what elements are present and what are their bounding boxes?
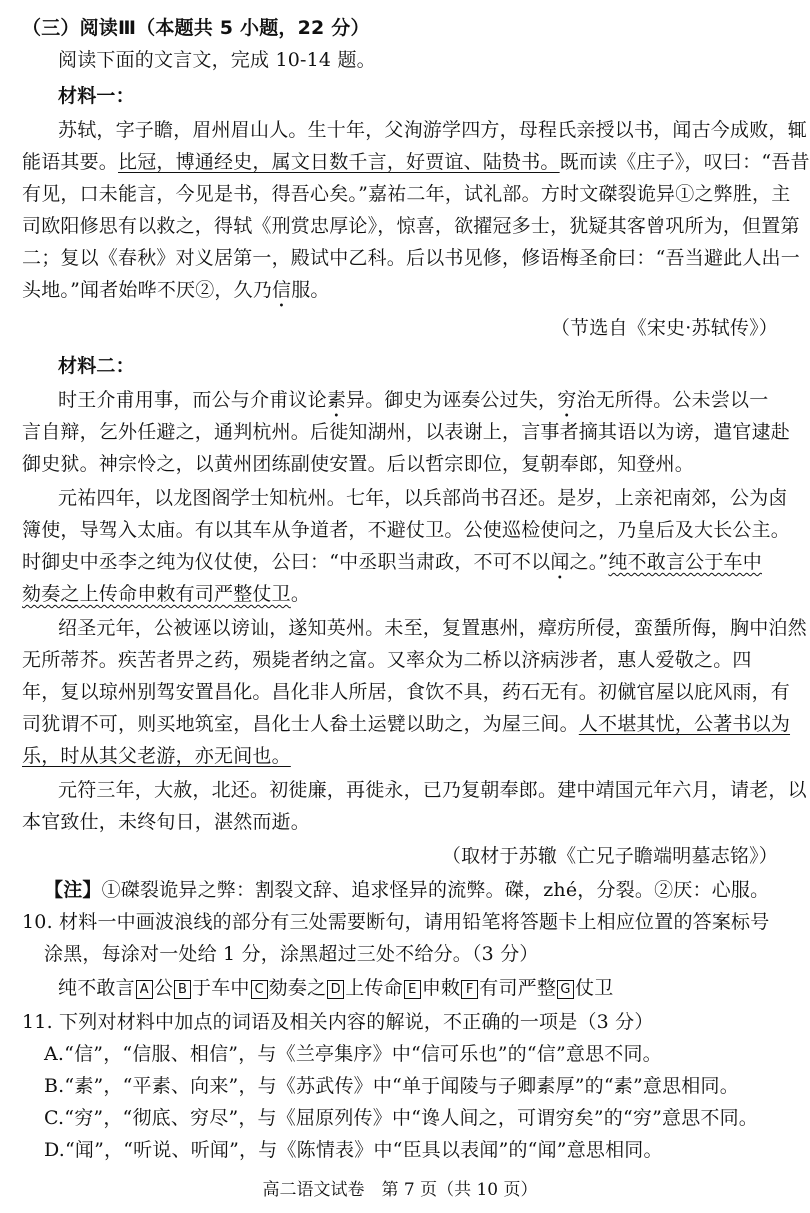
material2-line: [22, 710, 791, 738]
material1-line: [22, 148, 810, 176]
text-span: 服。: [291, 279, 330, 301]
material2-line: 无所蒂芥。疾苦者畀之药，殒毙者纳之富。又率众为二桥以济病涉者，惠人爱敬之。四: [22, 649, 752, 671]
material2-line: [22, 580, 782, 608]
dotted-word-xin: 信: [272, 279, 292, 301]
wavy-underlined-text: 劾奏之上传命申敕有司严整仗卫: [22, 583, 291, 605]
note: [44, 876, 782, 904]
material1-line: 有见，口未能言，今见是书，得吾心矣。”嘉祐二年，试礼部。方时文磔裂诡异①之弊胜，主: [22, 183, 791, 205]
wavy-underlined-text: 纯不敢言公于车中: [608, 551, 762, 573]
text-span: 时御史中丞李之纯为仪仗使，公曰：“中丞职当肃政，不可不以: [22, 551, 551, 573]
text-span: 头地。”闻者始哗不厌②，久乃: [22, 279, 273, 301]
segment: 申敕: [421, 977, 461, 999]
text-span: 能语其要。: [22, 151, 119, 173]
instruction: 阅读下面的文言文，完成 10-14 题。: [58, 49, 376, 71]
material1-line: 苏轼，字子瞻，眉州眉山人。生十年，父洵游学四方，母程氏亲授以书，闻古今成败，辄: [58, 119, 807, 141]
answer-marker-a[interactable]: A: [136, 980, 153, 999]
text-span: 。: [290, 583, 311, 605]
section-header: （三）阅读Ⅲ（本题共 5 小题，22 分）: [22, 17, 370, 39]
question-10-segments: [58, 974, 782, 1002]
note-text: ①磔裂诡异之弊：割裂文辞、追求怪异的流弊。磔，zhé，分裂。②厌：心服。: [101, 879, 770, 901]
question-10-stem: 10. 材料一中画波浪线的部分有三处需要断句，请用铅笔将答题卡上相应位置的答案标号: [22, 911, 770, 933]
material2-line: 本官致仕，未终旬日，湛然而逝。: [22, 811, 311, 833]
question-11-option-b[interactable]: B.“素”，“平素、向来”，与《苏武传》中“单于闻陵与子卿素厚”的“素”意思相同。: [44, 1075, 739, 1097]
material1-source: （节选自《宋史·苏轼传》）: [550, 317, 778, 339]
segment: 劾奏之: [268, 977, 327, 999]
answer-marker-f[interactable]: F: [461, 980, 478, 999]
material2-line: 绍圣元年，公被诬以谤讪，遂知英州。未至，复置惠州，瘴疠所侵，蛮蜑所侮，胸中泊然: [58, 617, 807, 639]
material2-line: [22, 548, 782, 576]
text-span: 既而读《庄子》，叹曰：“吾昔: [559, 151, 810, 173]
segment: 于车中: [192, 977, 250, 999]
dotted-word-qiong: 穷: [557, 389, 577, 411]
question-11-option-c[interactable]: C.“穷”，“彻底、穷尽”，与《屈原列传》中“谗人间之，可谓穷矣”的“穷”意思不同。: [44, 1107, 759, 1129]
material2-line: [58, 386, 782, 414]
note-label: 【注】: [44, 879, 102, 901]
answer-marker-d[interactable]: D: [327, 980, 344, 999]
answer-marker-g[interactable]: G: [557, 980, 574, 999]
question-11-option-d[interactable]: D.“闻”，“听说、听闻”，与《陈情表》中“臣具以表闻”的“闻”意思相同。: [44, 1139, 663, 1161]
text-span: 时王介甫用事，而公与介甫议论: [58, 389, 327, 411]
segment: 纯不敢言: [58, 977, 135, 999]
text-span: 治无所得。公未尝以一: [576, 389, 769, 411]
dotted-word-su: 素: [326, 389, 347, 411]
dotted-word-wen: 闻: [550, 551, 570, 573]
question-11-option-a[interactable]: A.“信”，“信服、相信”，与《兰亭集序》中“信可乐也”的“信”意思不同。: [44, 1043, 662, 1065]
material2-line: [22, 742, 782, 770]
answer-marker-b[interactable]: B: [174, 980, 191, 999]
segment: 公: [153, 977, 174, 999]
material2-line: 年，复以琼州别驾安置昌化。昌化非人所居，食饮不具，药石无有。初僦官屋以庇风雨，有: [22, 681, 791, 703]
text-span: 司犹谓不可，则买地筑室，昌化士人畚土运甓以助之，为屋三间。: [22, 713, 579, 735]
answer-marker-e[interactable]: E: [404, 980, 421, 999]
text-span: 异。御史为诬奏公过失，: [346, 389, 558, 411]
underlined-sentence: 比冠，博通经史，属文日数千言，好贾谊、陆贽书。: [118, 151, 560, 173]
answer-marker-c[interactable]: C: [251, 980, 268, 999]
material1-line: 司欧阳修思有以救之，得轼《刑赏忠厚论》，惊喜，欲擢冠多士，犹疑其客曾巩所为，但置第: [22, 215, 800, 237]
material2-source: （取材于苏辙《亡兄子瞻端明墓志铭》）: [441, 845, 778, 867]
material2-line: 元符三年，大赦，北还。初徙廉，再徙永，已乃复朝奉郎。建中靖国元年六月，请老，以: [58, 779, 807, 801]
underlined-sentence: 人不堪其忧，公著书以为: [578, 713, 791, 735]
segment: 仗卫: [575, 977, 614, 999]
underlined-sentence: 乐，时从其父老游，亦无间也。: [22, 745, 291, 767]
question-10-stem: 涂黑，每涂对一处给 1 分，涂黑超过三处不给分。（3 分）: [44, 943, 539, 965]
material1-line: 二；复以《春秋》对义居第一，殿试中乙科。后以书见修，修语梅圣俞曰：“吾当避此人出一: [22, 247, 800, 269]
material2-line: 簿使，导驾入太庙。有以其车从争道者，不避仗卫。公使巡检使问之，乃皇后及大长公主。: [22, 519, 791, 541]
material2-line: 元祐四年，以龙图阁学士知杭州。七年，以兵部尚书召还。是岁，上亲祀南郊，公为卤: [58, 487, 788, 509]
segment: 有司严整: [479, 977, 557, 999]
material2-heading: 材料二：: [58, 355, 135, 377]
page-footer: 高二语文试卷 第 7 页（共 10 页）: [262, 1180, 538, 1200]
segment: 上传命: [345, 977, 403, 999]
material2-line: 言自辩，乞外任避之，通判杭州。后徙知湖州，以表谢上，言事者摘其语以为谤，遣官逮赴: [22, 421, 791, 443]
material2-line: 御史狱。神宗怜之，以黄州团练副使安置。后以哲宗即位，复朝奉郎，知登州。: [22, 453, 695, 475]
material1-line: [22, 276, 782, 304]
text-span: 之。”: [569, 551, 609, 573]
material1-heading: 材料一：: [58, 85, 135, 107]
question-11-stem: 11. 下列对材料中加点的词语及相关内容的解说，不正确的一项是（3 分）: [22, 1011, 654, 1033]
